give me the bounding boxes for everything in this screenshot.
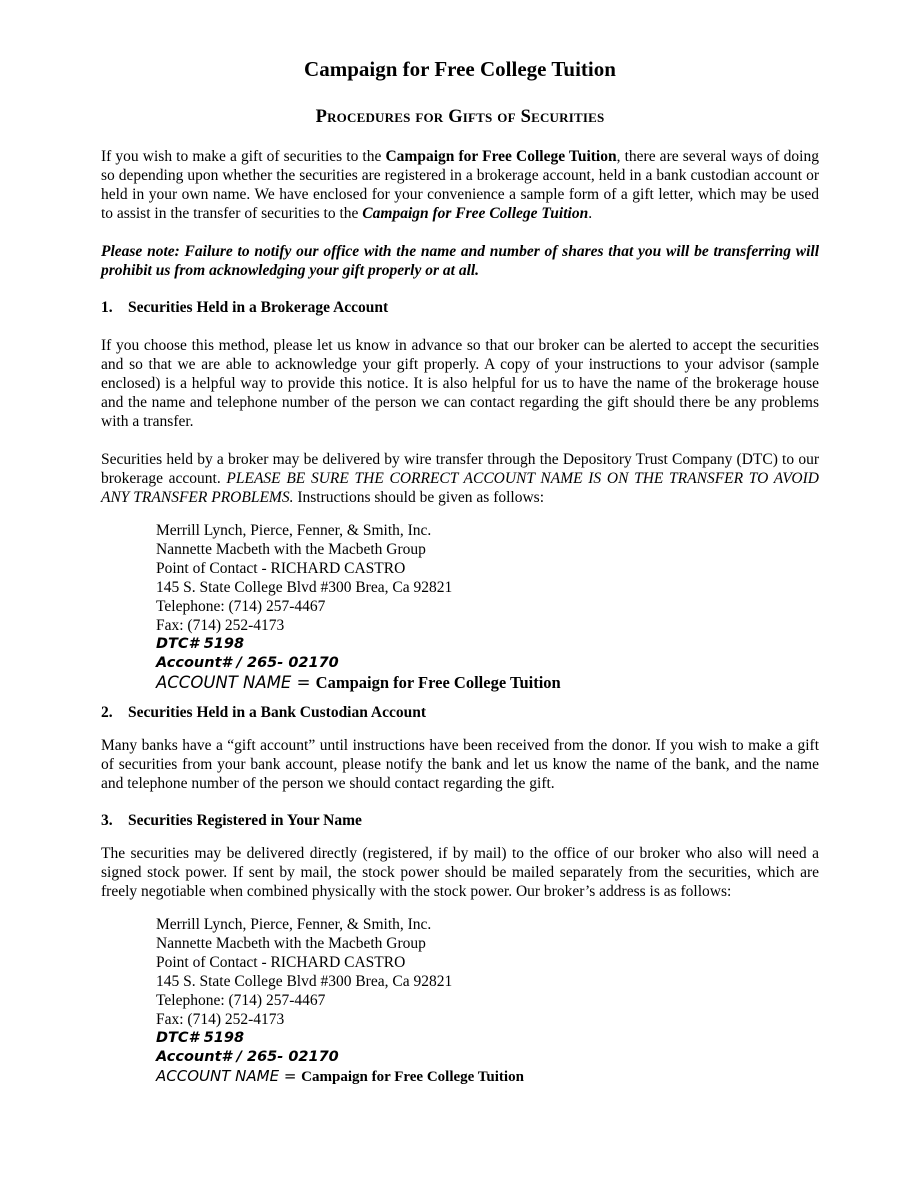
broker-account-name: ACCOUNT NAME = Campaign for Free College Tuition <box>156 673 561 692</box>
broker-street-address: 145 S. State College Blvd #300 Brea, Ca 92821 <box>156 973 453 990</box>
section-heading-brokerage: 1. Securities Held in a Brokerage Account <box>101 299 389 316</box>
broker-group: Nannette Macbeth with the Macbeth Group <box>156 541 426 558</box>
broker-contact: Point of Contact - RICHARD CASTRO <box>156 560 406 577</box>
broker-firm: Merrill Lynch, Pierce, Fenner, & Smith, Inc. <box>156 522 432 539</box>
broker-address-block <box>156 521 819 692</box>
broker-contact: Point of Contact - RICHARD CASTRO <box>156 954 406 971</box>
broker-fax: Fax: (714) 252-4173 <box>156 1011 285 1028</box>
document-subtitle: Procedures for Gifts of Securities <box>315 107 605 127</box>
registered-name-paragraph: The securities may be delivered directly (registered, if by mail) to the office of our broker who also will need a signed stock power. If sent by mail, the stock power should be mailed separately from the securities, which are freely negotiable when combined physically with the stock power. Our broker’s address is as follows: <box>101 845 819 900</box>
document-page <box>101 56 819 1087</box>
org-name-bold: Campaign for Free College Tuition <box>385 148 617 165</box>
broker-telephone: Telephone: (714) 257-4467 <box>156 992 326 1009</box>
org-name-italic: Campaign for Free College Tuition <box>362 205 589 222</box>
broker-account-number: Account# / 265- 02170 <box>156 1049 339 1065</box>
broker-group: Nannette Macbeth with the Macbeth Group <box>156 935 426 952</box>
dtc-paragraph: Securities held by a broker may be delivered by wire transfer through the Depository Trust Company (DTC) to our brokerage account. PLEASE BE SURE THE CORRECT ACCOUNT NAME IS ON THE TRANSFER TO AVOID ANY TRANSFER PROBLEMS. Instructions should be given as follows: <box>101 451 819 506</box>
brokerage-paragraph: If you choose this method, please let us know in advance so that our broker can be alerted to accept the securities and so that we are able to acknowledge your gift properly. A copy of your instructions to your advisor (sample enclosed) is a helpful way to provide this notice. It is also helpful for us to have the name of the brokerage house and the name and telephone number of the person we can contact regarding the gift should there be any problems with a transfer. <box>101 337 819 430</box>
section-heading-bank-custodian: 2. Securities Held in a Bank Custodian Account <box>101 704 426 721</box>
broker-account-number: Account# / 265- 02170 <box>156 655 339 671</box>
broker-fax: Fax: (714) 252-4173 <box>156 617 285 634</box>
important-note: Please note: Failure to notify our office with the name and number of shares that you will be transferring will prohibit us from acknowledging your gift properly or at all. <box>101 243 819 279</box>
broker-account-name: ACCOUNT NAME = Campaign for Free College Tuition <box>156 1067 524 1085</box>
account-name-warning: PLEASE BE SURE THE CORRECT ACCOUNT NAME IS ON THE TRANSFER TO AVOID ANY TRANSFER PROBLEMS. <box>101 470 819 506</box>
broker-dtc-number: DTC# 5198 <box>156 1030 245 1046</box>
bank-custodian-paragraph: Many banks have a “gift account” until instructions have been received from the donor. If you wish to make a gift of securities from your bank account, please notify the bank and let us know the name of the bank, and the name and telephone number of the person we should contact regarding the gift. <box>101 737 819 792</box>
broker-street-address: 145 S. State College Blvd #300 Brea, Ca 92821 <box>156 579 453 596</box>
document-title: Campaign for Free College Tuition <box>304 57 616 81</box>
broker-address-block-2 <box>156 915 819 1087</box>
intro-paragraph: If you wish to make a gift of securities to the Campaign for Free College Tuition, there are several ways of doing so depending upon whether the securities are registered in a brokerage account, held in a bank custodian account or held in your own name. We have enclosed for your convenience a sample form of a gift letter, which may be used to assist in the transfer of securities to the Campaign for Free College Tuition. <box>101 148 819 222</box>
section-heading-registered-name: 3. Securities Registered in Your Name <box>101 812 362 829</box>
broker-firm: Merrill Lynch, Pierce, Fenner, & Smith, Inc. <box>156 916 432 933</box>
broker-dtc-number: DTC# 5198 <box>156 636 245 652</box>
broker-telephone: Telephone: (714) 257-4467 <box>156 598 326 615</box>
